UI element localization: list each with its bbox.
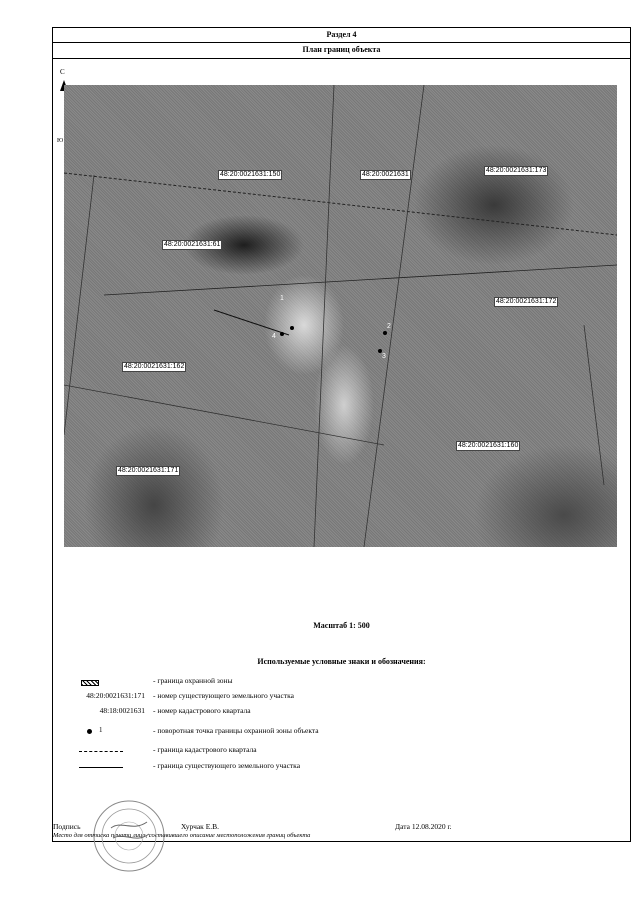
parcel-label: 48:20:0021631:61 [164,241,221,248]
parcel-label: 48:20:0021631:172 [496,298,557,305]
signature-label: Подпись [53,822,81,831]
legend-item [53,676,632,690]
turning-point [383,331,387,335]
quarter-boundary-line-icon [79,751,123,752]
page-title: План границ объекта [53,42,630,59]
parcel-label: 48:20:0021631:160 [458,442,519,449]
parcel-boundary [64,175,94,435]
legend-text: - поворотная точка границы охранной зоны объекта [153,726,319,735]
legend-item [53,745,632,759]
protection-zone-boundary-icon [81,680,99,686]
parcel-boundary [64,385,384,445]
legend-text: - граница существующего земельного участка [153,761,301,770]
legend-text: - граница охранной зоны [153,676,233,685]
seal-stamp-icon [91,798,167,874]
legend-item [53,726,632,740]
south-label: Ю [57,138,64,144]
stamp-note: Место для оттиска печати лица, составившего описание местоположения границ объекта [53,832,311,839]
aerial-map [64,85,617,547]
turning-point [280,332,284,336]
parcel-label: 48:20:0021631:162 [124,363,185,370]
legend-symbol-parcel-number: 48:20:0021631:171 [86,691,145,700]
parcel-label: 48:20:0021631:173 [486,167,547,174]
legend-item [53,706,632,720]
parcel-boundary [364,85,424,547]
legend-text: - номер кадастрового квартала [153,706,251,715]
legend-text: - номер существующего земельного участка [153,691,294,700]
parcel-boundary-line-icon [79,767,123,768]
quarter-label: 48:20:0021631 [362,171,409,178]
parcel-boundary [584,325,604,485]
point-number: 1 [280,295,284,302]
turning-point [290,326,294,330]
legend-symbol-point-number: 1 [99,726,103,734]
legend-title: Используемые условные знаки и обозначения: [257,657,426,666]
map-scale: Масштаб 1: 500 [313,621,370,630]
point-number: 3 [382,353,386,360]
section-header: Раздел 4 [53,28,630,43]
document-frame [52,27,631,842]
parcel-boundary [104,265,617,295]
signer-name: Хурчак Е.В. [181,822,220,831]
legend-symbol-quarter-number: 48:18:0021631 [99,706,145,715]
point-number: 2 [387,323,391,330]
legend-item [53,691,632,705]
north-label: С [60,68,65,76]
point-number: 4 [272,333,276,340]
signature-date: Дата 12.08.2020 г. [395,822,452,831]
legend-text: - граница кадастрового квартала [153,745,257,754]
turning-point-icon [87,729,92,734]
parcel-label: 48:20:0021631:150 [220,171,281,178]
legend-item [53,761,632,775]
parcel-boundary [214,310,289,335]
parcel-boundary [314,85,334,547]
quarter-boundary [64,173,617,235]
parcel-label: 48:20:0021631:171 [118,467,179,474]
map-boundaries [64,85,617,547]
